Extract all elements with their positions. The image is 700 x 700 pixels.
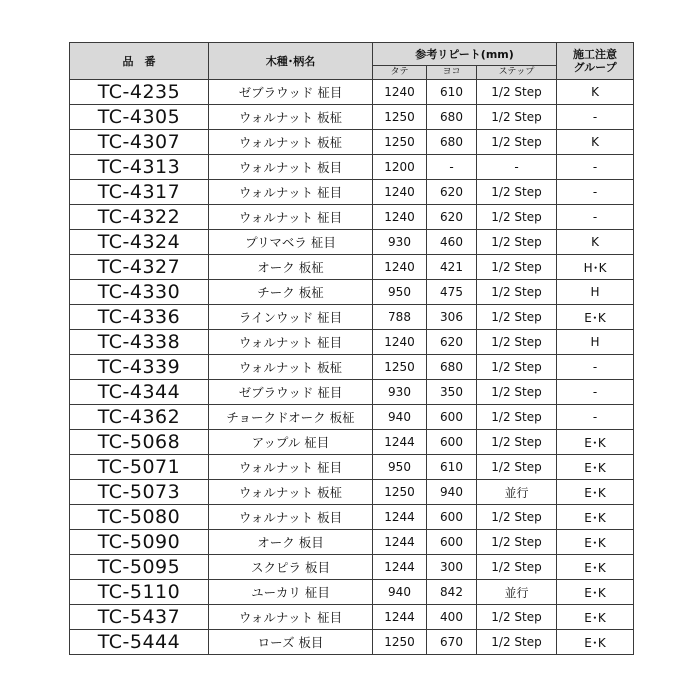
- repeat-tate-cell: 940: [373, 580, 427, 605]
- repeat-step-cell: 1/2 Step: [477, 205, 557, 230]
- repeat-yoko-cell: 600: [427, 405, 477, 430]
- wood-name-cell: ウォルナット 柾目: [209, 605, 373, 630]
- product-code-cell: TC-4336: [70, 305, 209, 330]
- wood-name-cell: ウォルナット 板柾: [209, 480, 373, 505]
- product-code-cell: TC-5073: [70, 480, 209, 505]
- group-cell: E･K: [557, 630, 634, 655]
- product-code-cell: TC-5090: [70, 530, 209, 555]
- wood-name-cell: ローズ 板目: [209, 630, 373, 655]
- table-row: [70, 355, 634, 380]
- repeat-step-cell: 1/2 Step: [477, 555, 557, 580]
- repeat-tate-cell: 1200: [373, 155, 427, 180]
- repeat-tate-cell: 950: [373, 280, 427, 305]
- wood-name-cell: プリマベラ 柾目: [209, 230, 373, 255]
- product-code-cell: TC-5444: [70, 630, 209, 655]
- repeat-yoko-cell: 460: [427, 230, 477, 255]
- repeat-tate-cell: 930: [373, 230, 427, 255]
- product-code-cell: TC-4338: [70, 330, 209, 355]
- wood-name-cell: ウォルナット 板目: [209, 155, 373, 180]
- wood-name-cell: ユーカリ 柾目: [209, 580, 373, 605]
- table-row: [70, 555, 634, 580]
- group-cell: H･K: [557, 255, 634, 280]
- group-cell: E･K: [557, 455, 634, 480]
- repeat-tate-cell: 1250: [373, 630, 427, 655]
- repeat-step-cell: 1/2 Step: [477, 455, 557, 480]
- header-repeat: 参考リピート(mm): [373, 43, 557, 66]
- repeat-tate-cell: 940: [373, 405, 427, 430]
- product-code-cell: TC-4344: [70, 380, 209, 405]
- wood-name-cell: ウォルナット 板柾: [209, 105, 373, 130]
- repeat-tate-cell: 1240: [373, 205, 427, 230]
- repeat-tate-cell: 1250: [373, 130, 427, 155]
- wood-name-cell: ウォルナット 柾目: [209, 205, 373, 230]
- group-cell: H: [557, 280, 634, 305]
- wood-name-cell: ウォルナット 柾目: [209, 330, 373, 355]
- header-group-line1: 施工注意: [573, 48, 618, 61]
- repeat-yoko-cell: 600: [427, 505, 477, 530]
- group-cell: -: [557, 180, 634, 205]
- repeat-step-cell: -: [477, 155, 557, 180]
- group-cell: H: [557, 330, 634, 355]
- product-code-cell: TC-5110: [70, 580, 209, 605]
- table-row: [70, 205, 634, 230]
- table-header: [70, 43, 634, 80]
- table-row: [70, 480, 634, 505]
- group-cell: E･K: [557, 505, 634, 530]
- repeat-step-cell: 並行: [477, 480, 557, 505]
- group-cell: E･K: [557, 305, 634, 330]
- group-cell: -: [557, 105, 634, 130]
- table-row: [70, 80, 634, 105]
- group-cell: -: [557, 405, 634, 430]
- product-code-cell: TC-4317: [70, 180, 209, 205]
- product-code-cell: TC-5437: [70, 605, 209, 630]
- repeat-tate-cell: 1244: [373, 505, 427, 530]
- repeat-tate-cell: 1244: [373, 555, 427, 580]
- repeat-tate-cell: 1240: [373, 330, 427, 355]
- table-row: [70, 630, 634, 655]
- repeat-step-cell: 1/2 Step: [477, 605, 557, 630]
- wood-name-cell: ゼブラウッド 柾目: [209, 80, 373, 105]
- repeat-tate-cell: 788: [373, 305, 427, 330]
- group-cell: K: [557, 80, 634, 105]
- group-cell: -: [557, 205, 634, 230]
- repeat-step-cell: 1/2 Step: [477, 105, 557, 130]
- repeat-step-cell: 1/2 Step: [477, 280, 557, 305]
- product-code-cell: TC-4330: [70, 280, 209, 305]
- table-body: [70, 80, 634, 655]
- repeat-yoko-cell: 620: [427, 180, 477, 205]
- group-cell: -: [557, 355, 634, 380]
- repeat-yoko-cell: 475: [427, 280, 477, 305]
- wood-name-cell: ウォルナット 板柾: [209, 130, 373, 155]
- repeat-yoko-cell: 610: [427, 455, 477, 480]
- table-row: [70, 155, 634, 180]
- group-cell: -: [557, 155, 634, 180]
- group-cell: E･K: [557, 605, 634, 630]
- product-code-cell: TC-5080: [70, 505, 209, 530]
- product-code-cell: TC-4307: [70, 130, 209, 155]
- product-code-cell: TC-4324: [70, 230, 209, 255]
- repeat-step-cell: 1/2 Step: [477, 230, 557, 255]
- repeat-tate-cell: 1250: [373, 105, 427, 130]
- product-code-cell: TC-4235: [70, 80, 209, 105]
- repeat-tate-cell: 1240: [373, 80, 427, 105]
- product-code-cell: TC-5068: [70, 430, 209, 455]
- repeat-yoko-cell: 600: [427, 430, 477, 455]
- wood-name-cell: オーク 板目: [209, 530, 373, 555]
- repeat-tate-cell: 1250: [373, 355, 427, 380]
- repeat-step-cell: 1/2 Step: [477, 405, 557, 430]
- header-code: 品 番: [70, 43, 209, 80]
- product-code-cell: TC-5095: [70, 555, 209, 580]
- repeat-yoko-cell: 306: [427, 305, 477, 330]
- group-cell: E･K: [557, 530, 634, 555]
- wood-name-cell: オーク 板柾: [209, 255, 373, 280]
- product-code-cell: TC-5071: [70, 455, 209, 480]
- repeat-yoko-cell: 842: [427, 580, 477, 605]
- repeat-step-cell: 1/2 Step: [477, 355, 557, 380]
- repeat-step-cell: 1/2 Step: [477, 430, 557, 455]
- repeat-step-cell: 1/2 Step: [477, 330, 557, 355]
- product-table: [69, 42, 634, 655]
- group-cell: K: [557, 130, 634, 155]
- wood-name-cell: ゼブラウッド 柾目: [209, 380, 373, 405]
- repeat-yoko-cell: 940: [427, 480, 477, 505]
- table-row: [70, 380, 634, 405]
- repeat-step-cell: 1/2 Step: [477, 305, 557, 330]
- header-group-line2: グループ: [573, 61, 617, 74]
- header-tate: タテ: [373, 66, 427, 80]
- repeat-step-cell: 1/2 Step: [477, 530, 557, 555]
- repeat-yoko-cell: 600: [427, 530, 477, 555]
- wood-name-cell: チーク 板柾: [209, 280, 373, 305]
- wood-name-cell: ウォルナット 板目: [209, 505, 373, 530]
- product-code-cell: TC-4322: [70, 205, 209, 230]
- header-wood: 木種･柄名: [209, 43, 373, 80]
- wood-name-cell: スクピラ 板目: [209, 555, 373, 580]
- group-cell: E･K: [557, 555, 634, 580]
- header-step: ステップ: [477, 66, 557, 80]
- header-yoko: ヨコ: [427, 66, 477, 80]
- repeat-step-cell: 1/2 Step: [477, 180, 557, 205]
- header-group: [557, 43, 634, 80]
- repeat-step-cell: 並行: [477, 580, 557, 605]
- repeat-step-cell: 1/2 Step: [477, 630, 557, 655]
- product-code-cell: TC-4327: [70, 255, 209, 280]
- table-row: [70, 305, 634, 330]
- repeat-step-cell: 1/2 Step: [477, 130, 557, 155]
- table-row: [70, 505, 634, 530]
- product-code-cell: TC-4305: [70, 105, 209, 130]
- repeat-yoko-cell: 400: [427, 605, 477, 630]
- group-cell: K: [557, 230, 634, 255]
- wood-name-cell: チョークドオーク 板柾: [209, 405, 373, 430]
- repeat-tate-cell: 1244: [373, 530, 427, 555]
- repeat-yoko-cell: 680: [427, 130, 477, 155]
- table-row: [70, 280, 634, 305]
- table-row: [70, 330, 634, 355]
- repeat-step-cell: 1/2 Step: [477, 80, 557, 105]
- table-row: [70, 105, 634, 130]
- repeat-yoko-cell: 300: [427, 555, 477, 580]
- table-row: [70, 530, 634, 555]
- table-row: [70, 430, 634, 455]
- repeat-tate-cell: 1240: [373, 255, 427, 280]
- repeat-yoko-cell: 670: [427, 630, 477, 655]
- table-row: [70, 405, 634, 430]
- repeat-yoko-cell: 421: [427, 255, 477, 280]
- repeat-tate-cell: 1240: [373, 180, 427, 205]
- product-code-cell: TC-4362: [70, 405, 209, 430]
- repeat-step-cell: 1/2 Step: [477, 505, 557, 530]
- table-row: [70, 180, 634, 205]
- group-cell: E･K: [557, 480, 634, 505]
- repeat-step-cell: 1/2 Step: [477, 255, 557, 280]
- repeat-tate-cell: 1250: [373, 480, 427, 505]
- table-row: [70, 230, 634, 255]
- group-cell: E･K: [557, 430, 634, 455]
- repeat-tate-cell: 930: [373, 380, 427, 405]
- repeat-tate-cell: 1244: [373, 430, 427, 455]
- repeat-yoko-cell: 610: [427, 80, 477, 105]
- repeat-tate-cell: 1244: [373, 605, 427, 630]
- repeat-yoko-cell: 620: [427, 205, 477, 230]
- wood-name-cell: ウォルナット 柾目: [209, 180, 373, 205]
- repeat-yoko-cell: 680: [427, 105, 477, 130]
- product-code-cell: TC-4339: [70, 355, 209, 380]
- wood-name-cell: ウォルナット 柾目: [209, 455, 373, 480]
- wood-name-cell: ラインウッド 柾目: [209, 305, 373, 330]
- repeat-yoko-cell: 350: [427, 380, 477, 405]
- table-row: [70, 255, 634, 280]
- wood-name-cell: アップル 柾目: [209, 430, 373, 455]
- table-row: [70, 455, 634, 480]
- table-row: [70, 580, 634, 605]
- repeat-yoko-cell: 680: [427, 355, 477, 380]
- table-row: [70, 130, 634, 155]
- group-cell: E･K: [557, 580, 634, 605]
- repeat-yoko-cell: 620: [427, 330, 477, 355]
- table-row: [70, 605, 634, 630]
- wood-name-cell: ウォルナット 板柾: [209, 355, 373, 380]
- repeat-yoko-cell: -: [427, 155, 477, 180]
- repeat-tate-cell: 950: [373, 455, 427, 480]
- repeat-step-cell: 1/2 Step: [477, 380, 557, 405]
- group-cell: -: [557, 380, 634, 405]
- product-code-cell: TC-4313: [70, 155, 209, 180]
